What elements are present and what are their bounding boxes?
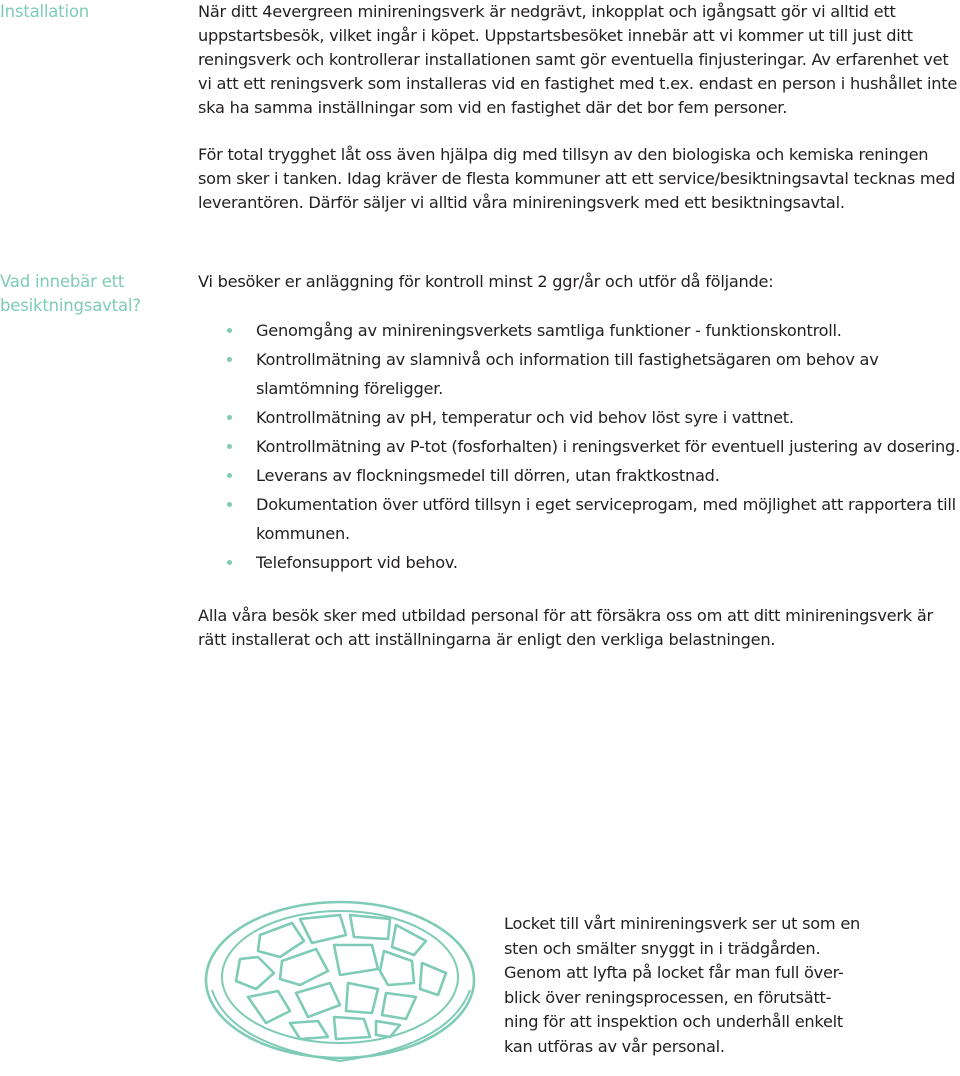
caption-line: Genom att lyfta på locket får man full över- [504,963,844,982]
list-item-text: Kontrollmätning av P-tot (fosforhalten) i reningsverket för eventuell justering av dosering. [256,437,960,456]
bullet-dot-icon [227,502,232,507]
installation-heading: Installation [0,2,89,21]
agreement-heading-line-1: Vad innebär ett [0,272,125,291]
caption-line: sten och smälter snyggt in i trädgården. [504,938,821,958]
caption-line: Locket till vårt minireningsverk ser ut som en [504,914,861,933]
list-item-text: Dokumentation över utförd tillsyn i eget serviceprogam, med möjlighet att rapportera till kommunen. [256,495,956,543]
bullet-dot-icon [227,415,232,420]
installation-paragraph-2: För total trygghet låt oss även hjälpa dig med tillsyn av den biologiska och kemiska reningen som sker i tanken. Idag kräver de flesta kommuner att ett service/besiktningsavtal tecknas med leverantören. Därför säljer vi alltid våra minireningsverk med ett besiktningsavtal. [198,145,956,212]
bullet-dot-icon [227,328,232,333]
list-item [198,403,960,432]
list-item-text: Telefonsupport vid behov. [256,553,458,572]
bullet-dot-icon [227,473,232,478]
list-item-text: Kontrollmätning av pH, temperatur och vid behov löst syre i vattnet. [256,408,794,427]
list-item [198,461,960,490]
list-item [198,345,960,403]
list-item [198,490,960,548]
installation-paragraph-1: När ditt 4evergreen minireningsverk är nedgrävt, inkopplat och igångsatt gör vi alltid ett uppstartsbesök, vilket ingår i köpet. Uppstartsbesöket innebär att vi kommer ut till just ditt reningsverk och kontrollerar installationen samt gör eventuella finjusteringar. Av erfarenhet vet vi att ett reningsverk som installeras vid en fastighet med t.ex. endast en person i hushållet inte ska ha samma inställningar som vid en fastighet där det bor fem personer. [198,2,958,117]
caption-line: blick över reningsprocessen, en förutsätt- [504,987,832,1007]
agreement-heading-line-2: besiktningsavtal? [0,296,141,315]
caption-line: ning för att inspektion och underhåll enkelt [504,1012,844,1031]
bullet-dot-icon [227,444,232,449]
list-item [198,548,960,577]
list-item [198,316,960,345]
agreement-list [198,316,960,577]
list-item-text: Genomgång av minireningsverkets samtliga funktioner - funktionskontroll. [256,321,842,340]
lid-caption [504,912,884,1059]
list-item-text: Leverans av flockningsmedel till dörren, utan fraktkostnad. [256,466,720,485]
agreement-closing: Alla våra besök sker med utbildad personal för att försäkra oss om att ditt minireningsverk är rätt installerat och att inställningarna är enligt den verkliga belastningen. [198,606,933,649]
list-item [198,432,960,461]
bullet-dot-icon [227,560,232,565]
caption-line: kan utföras av vår personal. [504,1036,725,1056]
bullet-dot-icon [227,357,232,362]
list-item-text: Kontrollmätning av slamnivå och information till fastighetsägaren om behov av slamtömning föreligger. [256,350,879,398]
agreement-intro: Vi besöker er anläggning för kontroll minst 2 ggr/år och utför då följande: [198,272,774,291]
stone-lid-icon [200,885,480,1070]
agreement-heading [0,270,141,318]
